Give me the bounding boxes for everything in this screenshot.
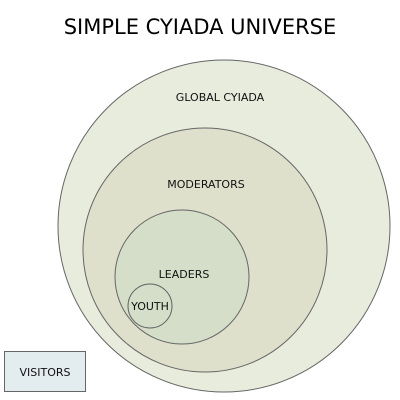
youth-label: YOUTH bbox=[131, 300, 169, 313]
diagram-title: SIMPLE CYIADA UNIVERSE bbox=[63, 15, 337, 39]
moderators-label: MODERATORS bbox=[167, 178, 245, 191]
global-cyiada-label: GLOBAL CYIADA bbox=[175, 91, 265, 104]
leaders-label: LEADERS bbox=[158, 268, 210, 281]
visitors-label: VISITORS bbox=[19, 366, 71, 379]
